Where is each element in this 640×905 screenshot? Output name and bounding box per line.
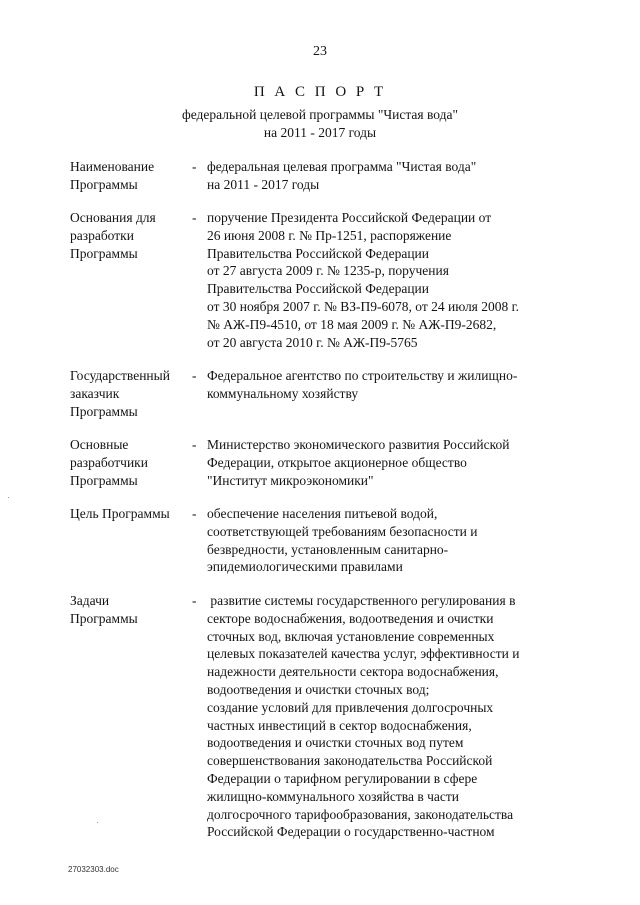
value-line: Федерации о тарифном регулировании в сфере — [207, 770, 478, 786]
value-line: совершенствования законодательства Российской — [207, 753, 493, 769]
label-line: Программы — [70, 403, 138, 419]
label-line: разработки — [70, 227, 134, 243]
label-line: Программы — [70, 176, 138, 192]
value-line: Правительства Российской Федерации — [207, 245, 429, 261]
label-line: Наименование — [70, 159, 155, 174]
row-value — [207, 505, 602, 576]
value-line: "Институт микроэкономики" — [207, 472, 374, 488]
value-line: Федерации, открытое акционерное общество — [207, 454, 467, 470]
value-line: водоотведения и очистки сточных вод путем — [207, 735, 464, 751]
row-value — [207, 592, 602, 841]
label-line: Задачи — [70, 593, 110, 608]
value-line: на 2011 - 2017 годы — [207, 176, 320, 192]
value-line: безвредности, установленным санитарно- — [207, 541, 449, 557]
value-line: 26 июня 2008 г. № Пр-1251, распоряжение — [207, 227, 452, 243]
value-line: эпидемиологическими правилами — [207, 559, 403, 575]
value-line: обеспечение населения питьевой водой, — [207, 506, 438, 521]
value-line: соответствующей требованиям безопасности и — [207, 523, 478, 539]
value-line: Правительства Российской Федерации — [207, 281, 429, 297]
value-line: секторе водоснабжения, водоотведения и очистки — [207, 610, 494, 626]
row-value — [207, 209, 602, 351]
row-dash: - — [192, 368, 197, 383]
value-line: сточных вод, включая установление современных — [207, 628, 495, 644]
value-line: создание условий для привлечения долгосрочных — [207, 699, 494, 715]
page-number: 23 — [313, 44, 327, 59]
row-label — [70, 209, 190, 262]
row-value — [207, 158, 602, 194]
label-line: Государственный — [70, 368, 170, 383]
value-line: развитие системы государственного регулирования в — [207, 593, 516, 608]
value-line: Федеральное агентство по строительству и жилищно- — [207, 368, 518, 383]
label-line: Программы — [70, 472, 138, 488]
scan-speck — [97, 822, 98, 823]
label-line: Основные — [70, 437, 129, 452]
row-dash: - — [192, 210, 197, 225]
label-line: Программы — [70, 610, 138, 626]
value-line: Министерство экономического развития Российской — [207, 437, 510, 452]
value-line: № АЖ-П9-4510, от 18 мая 2009 г. № АЖ-П9-2682, — [207, 316, 497, 332]
row-label — [70, 505, 190, 523]
value-line: жилищно-коммунального хозяйства в части — [207, 788, 459, 804]
value-line: федеральная целевая программа "Чистая вода" — [207, 159, 477, 174]
row-dash: - — [192, 506, 197, 521]
row-dash: - — [192, 437, 197, 452]
value-line: водоотведения и очистки сточных вод; — [207, 681, 430, 697]
value-line: от 27 августа 2009 г. № 1235-р, поручения — [207, 263, 449, 279]
label-line: Цель Программы — [70, 506, 170, 521]
value-line: надежности деятельности сектора водоснабжения, — [207, 664, 499, 680]
footer-filename: 27032303.doc — [68, 865, 119, 874]
value-line: частных инвестиций в сектор водоснабжения, — [207, 717, 472, 733]
row-label — [70, 158, 190, 194]
label-line: разработчики — [70, 454, 148, 470]
value-line: от 30 ноября 2007 г. № ВЗ-П9-6078, от 24 июля 2008 г. — [207, 298, 520, 314]
value-line: Российской Федерации о государственно-частном — [207, 824, 495, 840]
subtitle-line-2: на 2011 - 2017 годы — [263, 125, 377, 140]
row-label — [70, 436, 190, 489]
subtitle-line-1: федеральной целевой программы "Чистая вода" — [181, 107, 459, 122]
label-line: Основания для — [70, 210, 156, 225]
row-value — [207, 436, 602, 489]
row-value — [207, 367, 602, 403]
value-line: поручение Президента Российской Федерации от — [207, 210, 492, 225]
row-label — [70, 592, 190, 628]
value-line: целевых показателей качества услуг, эффективности и — [207, 646, 520, 662]
row-dash: - — [192, 159, 197, 174]
label-line: Программы — [70, 245, 138, 261]
document-title: П А С П О Р Т — [253, 84, 387, 100]
value-line: долгосрочного тарифообразования, законодательства — [207, 806, 514, 822]
value-line: от 20 августа 2010 г. № АЖ-П9-5765 — [207, 334, 418, 350]
row-dash: - — [192, 593, 197, 608]
label-line: заказчик — [70, 385, 120, 401]
row-label — [70, 367, 190, 420]
scan-speck — [8, 497, 9, 498]
value-line: коммунальному хозяйству — [207, 385, 359, 401]
